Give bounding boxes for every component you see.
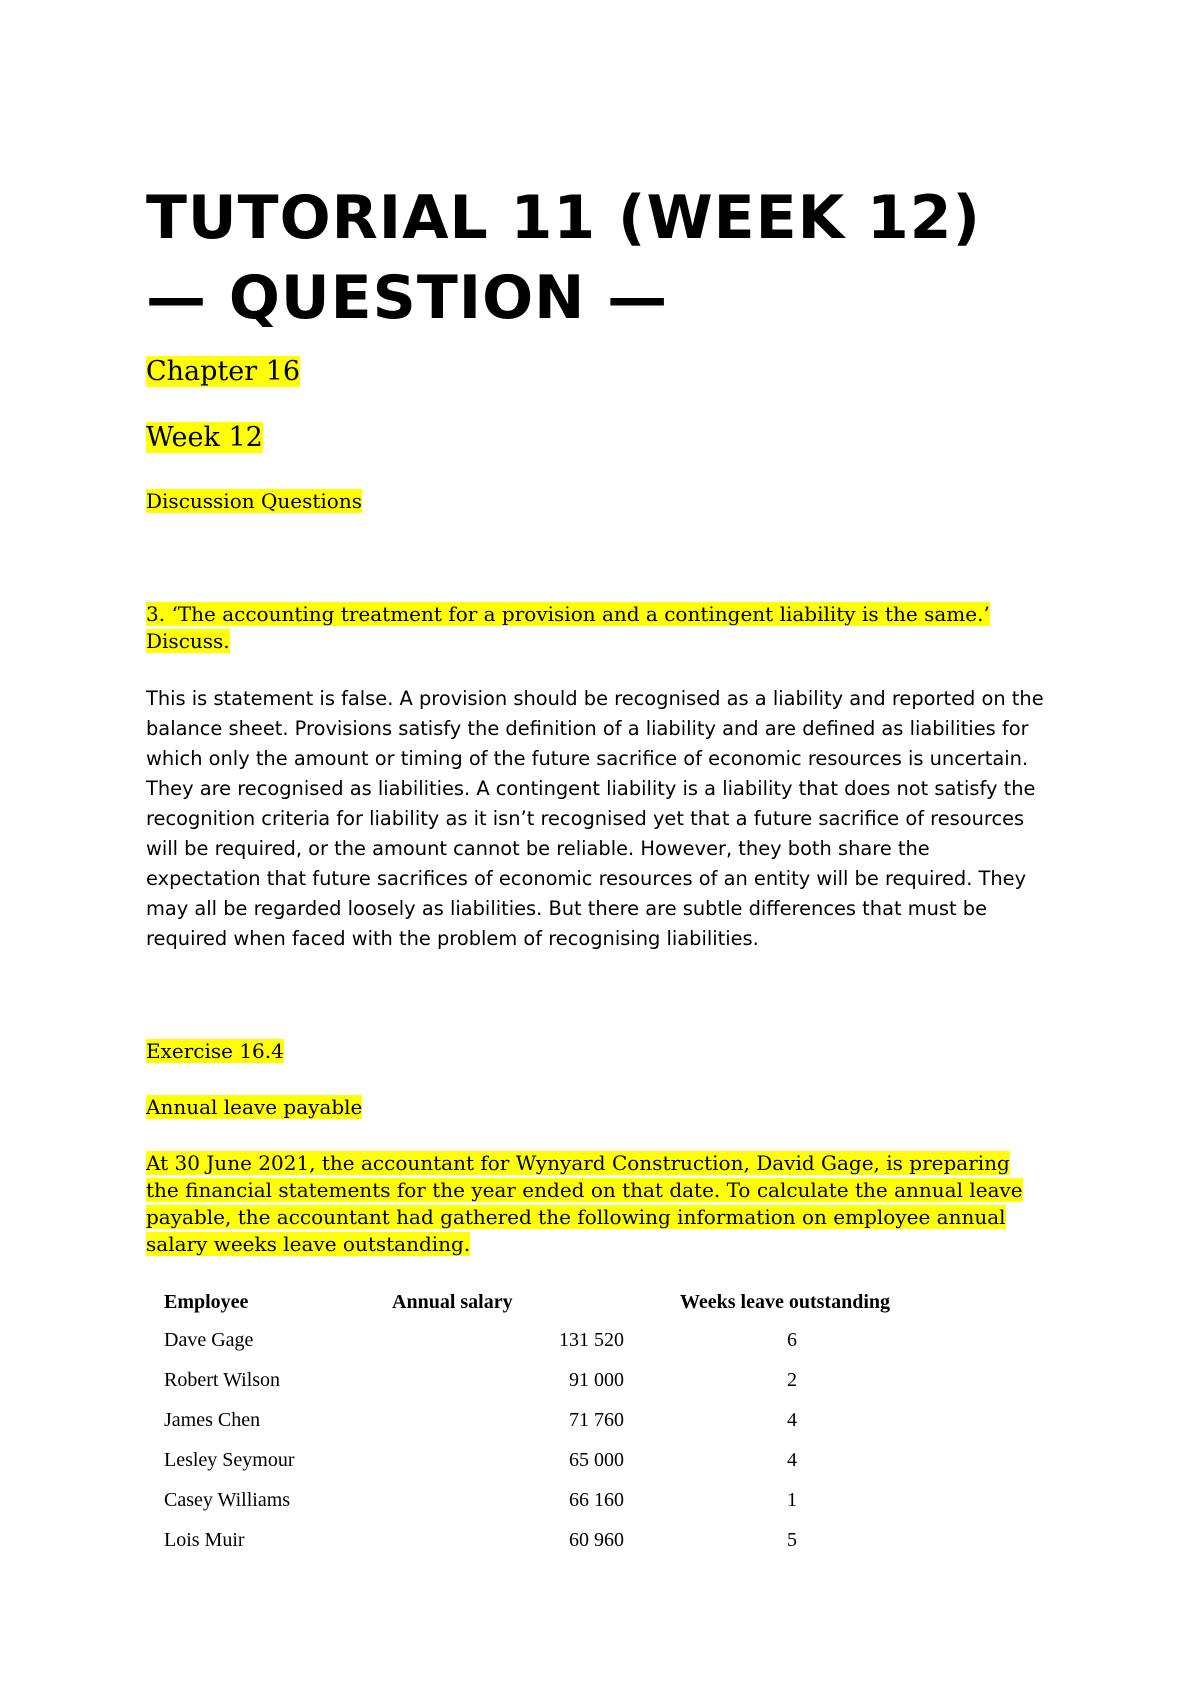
table-row: [164, 1440, 960, 1480]
cell-annual-salary: 91 000: [569, 1368, 624, 1391]
cell-weeks-leave: 5: [787, 1528, 797, 1551]
week-heading-text: Week 12: [146, 422, 263, 453]
cell-weeks-leave: 2: [787, 1368, 797, 1391]
cell-weeks-leave: 1: [787, 1488, 797, 1511]
table-row: [164, 1520, 960, 1560]
column-header-annual-salary: Annual salary: [392, 1290, 513, 1313]
answer-line: which only the amount or timing of the future sacrifice of economic resources is uncertain.: [146, 747, 1029, 770]
leave-table-wrapper: [164, 1284, 960, 1560]
cell-employee: Lois Muir: [164, 1528, 245, 1551]
answer-line: recognition criteria for liability as it isn’t recognised yet that a future sacrifice of resources: [146, 807, 1025, 830]
cell-weeks-leave: 6: [787, 1328, 797, 1351]
cell-employee: Dave Gage: [164, 1328, 254, 1351]
question-3-line-2: Discuss.: [146, 629, 230, 653]
question-3-line-1: 3. ‘The accounting treatment for a provision and a contingent liability is the same.’: [146, 602, 990, 626]
answer-line: balance sheet. Provisions satisfy the definition of a liability and are defined as liabilities for: [146, 717, 1029, 740]
answer-line: required when faced with the problem of recognising liabilities.: [146, 927, 759, 950]
exercise-text: [146, 1150, 1066, 1258]
exercise-text-line: At 30 June 2021, the accountant for Wynyard Construction, David Gage, is preparing: [146, 1151, 1010, 1175]
answer-line: may all be regarded loosely as liabilities. But there are subtle differences that must be: [146, 897, 988, 920]
question-3: [146, 601, 1066, 655]
table-header-row: [164, 1284, 960, 1320]
table-row: [164, 1360, 960, 1400]
exercise-subtitle: [146, 1092, 362, 1122]
answer-paragraph: [146, 684, 1066, 954]
table-row: [164, 1320, 960, 1360]
column-header-weeks-leave: Weeks leave outstanding: [680, 1290, 891, 1313]
exercise-heading-text: Exercise 16.4: [146, 1039, 284, 1063]
cell-annual-salary: 65 000: [569, 1448, 624, 1471]
cell-weeks-leave: 4: [787, 1448, 797, 1471]
exercise-heading: [146, 1036, 284, 1066]
cell-employee: James Chen: [164, 1408, 261, 1431]
section-heading: [146, 486, 362, 516]
cell-annual-salary: 71 760: [569, 1408, 624, 1431]
chapter-heading: [146, 352, 300, 392]
cell-employee: Casey Williams: [164, 1488, 291, 1511]
cell-annual-salary: 60 960: [569, 1528, 624, 1551]
cell-employee: Robert Wilson: [164, 1368, 281, 1391]
section-heading-text: Discussion Questions: [146, 489, 362, 513]
cell-employee: Lesley Seymour: [164, 1448, 295, 1471]
answer-line: This is statement is false. A provision should be recognised as a liability and reported on the: [146, 687, 1044, 710]
week-heading: [146, 418, 263, 458]
title-line-2: — QUESTION —: [146, 263, 669, 333]
leave-table: [164, 1284, 960, 1560]
answer-line: will be required, or the amount cannot be reliable. However, they both share the: [146, 837, 930, 860]
table-row: [164, 1480, 960, 1520]
title-line-1: TUTORIAL 11 (WEEK 12): [146, 183, 981, 253]
answer-line: They are recognised as liabilities. A contingent liability is a liability that does not satisfy the: [146, 777, 1036, 800]
column-header-employee: Employee: [164, 1290, 249, 1313]
exercise-subtitle-text: Annual leave payable: [146, 1095, 363, 1119]
cell-weeks-leave: 4: [787, 1408, 797, 1431]
cell-annual-salary: 66 160: [569, 1488, 624, 1511]
answer-line: expectation that future sacrifices of economic resources of an entity will be required. They: [146, 867, 1027, 890]
cell-annual-salary: 131 520: [559, 1328, 624, 1351]
table-row: [164, 1400, 960, 1440]
exercise-text-line: salary weeks leave outstanding.: [146, 1232, 471, 1256]
page-title: [146, 178, 981, 338]
exercise-text-line: payable, the accountant had gathered the following information on employee annual: [146, 1205, 1006, 1229]
chapter-heading-text: Chapter 16: [146, 356, 301, 387]
exercise-text-line: the financial statements for the year ended on that date. To calculate the annual leave: [146, 1178, 1023, 1202]
